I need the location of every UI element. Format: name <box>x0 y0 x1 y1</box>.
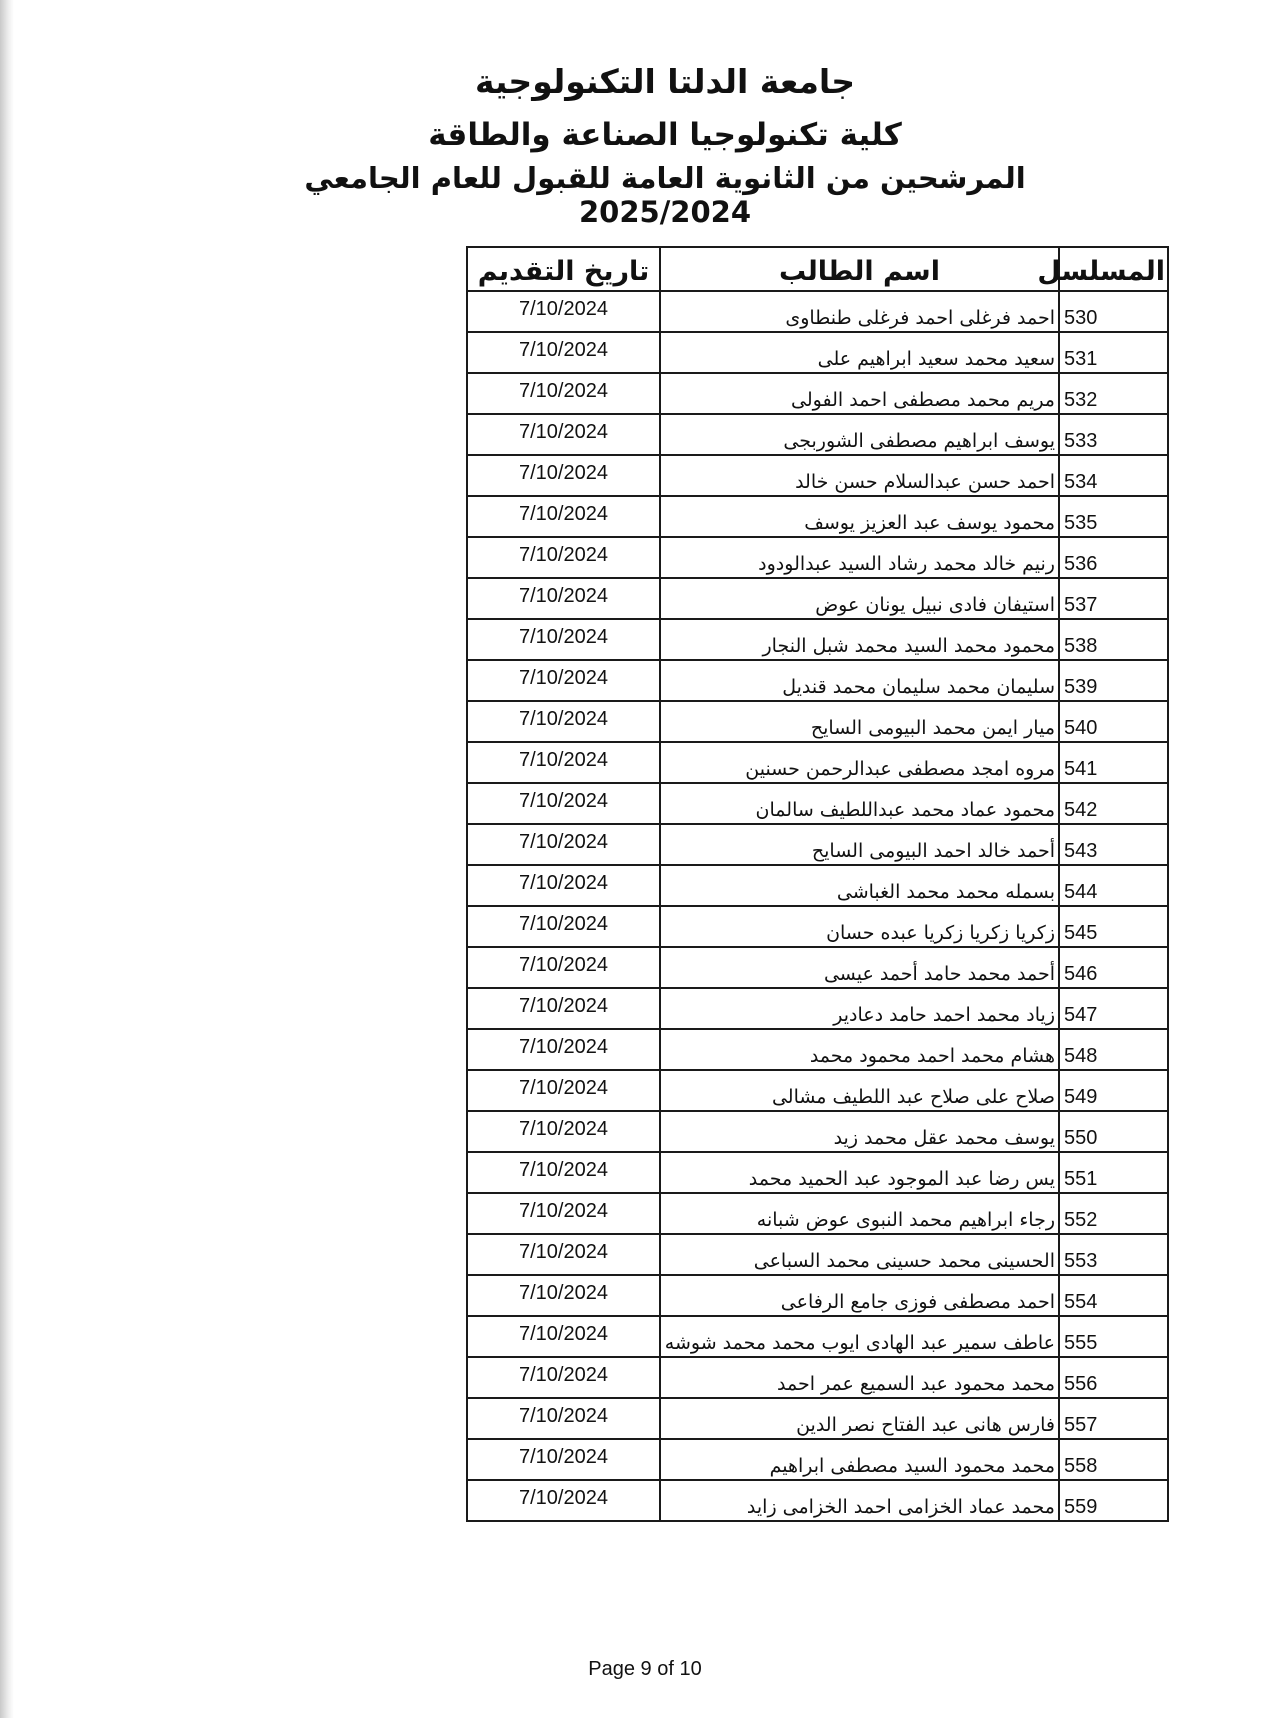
application-date-cell: 7/10/2024 <box>467 1316 660 1357</box>
student-name-cell: محمد محمود عبد السميع عمر احمد <box>660 1357 1059 1398</box>
table-row <box>467 455 1168 496</box>
serial-cell: 548 <box>1059 1029 1168 1070</box>
application-date-cell: 7/10/2024 <box>467 865 660 906</box>
student-name-cell: ميار ايمن محمد البيومى السايح <box>660 701 1059 742</box>
student-name-cell: محمد محمود السيد مصطفى ابراهيم <box>660 1439 1059 1480</box>
table-row <box>467 660 1168 701</box>
student-name-cell: صلاح على صلاح عبد اللطيف مشالى <box>660 1070 1059 1111</box>
serial-cell: 542 <box>1059 783 1168 824</box>
serial-cell: 559 <box>1059 1480 1168 1521</box>
column-header-serial: المسلسل <box>1059 247 1168 291</box>
table-row <box>467 373 1168 414</box>
application-date-cell: 7/10/2024 <box>467 291 660 332</box>
application-date-cell: 7/10/2024 <box>467 537 660 578</box>
table-row <box>467 1152 1168 1193</box>
table-row <box>467 1070 1168 1111</box>
table-header-row <box>467 247 1168 291</box>
serial-cell: 532 <box>1059 373 1168 414</box>
table-row <box>467 1480 1168 1521</box>
table-row <box>467 947 1168 988</box>
application-date-cell: 7/10/2024 <box>467 455 660 496</box>
application-date-cell: 7/10/2024 <box>467 1193 660 1234</box>
table-row <box>467 742 1168 783</box>
application-date-cell: 7/10/2024 <box>467 619 660 660</box>
application-date-cell: 7/10/2024 <box>467 332 660 373</box>
serial-cell: 553 <box>1059 1234 1168 1275</box>
serial-cell: 551 <box>1059 1152 1168 1193</box>
table-row <box>467 906 1168 947</box>
table-row <box>467 824 1168 865</box>
serial-cell: 555 <box>1059 1316 1168 1357</box>
page-number: Page 9 of 10 <box>588 1658 702 1680</box>
serial-cell: 541 <box>1059 742 1168 783</box>
application-date-cell: 7/10/2024 <box>467 373 660 414</box>
serial-cell: 545 <box>1059 906 1168 947</box>
student-name-cell: سليمان محمد سليمان محمد قنديل <box>660 660 1059 701</box>
serial-cell: 557 <box>1059 1398 1168 1439</box>
student-name-cell: محمد عماد الخزامى احمد الخزامى زايد <box>660 1480 1059 1521</box>
table-row <box>467 578 1168 619</box>
application-date-cell: 7/10/2024 <box>467 1480 660 1521</box>
table-row <box>467 988 1168 1029</box>
table-row <box>467 865 1168 906</box>
faculty-title: كلية تكنولوجيا الصناعة والطاقة <box>428 117 902 153</box>
application-date-cell: 7/10/2024 <box>467 414 660 455</box>
application-date-cell: 7/10/2024 <box>467 1070 660 1111</box>
student-name-cell: مريم محمد مصطفى احمد الفولى <box>660 373 1059 414</box>
student-name-cell: سعيد محمد سعيد ابراهيم على <box>660 332 1059 373</box>
serial-cell: 554 <box>1059 1275 1168 1316</box>
document-subtitle: المرشحين من الثانوية العامة للقبول للعام الجامعي 2025/2024 <box>304 161 1026 229</box>
serial-cell: 550 <box>1059 1111 1168 1152</box>
column-header-date: تاريخ التقديم <box>467 247 660 291</box>
serial-cell: 543 <box>1059 824 1168 865</box>
candidates-table <box>466 246 1169 1522</box>
table-row <box>467 414 1168 455</box>
application-date-cell: 7/10/2024 <box>467 1152 660 1193</box>
table-row <box>467 1111 1168 1152</box>
university-title: جامعة الدلتا التكنولوجية <box>474 62 856 101</box>
student-name-cell: فارس هانى عبد الفتاح نصر الدين <box>660 1398 1059 1439</box>
application-date-cell: 7/10/2024 <box>467 1234 660 1275</box>
student-name-cell: رجاء ابراهيم محمد النبوى عوض شبانه <box>660 1193 1059 1234</box>
table-row <box>467 291 1168 332</box>
table-row <box>467 496 1168 537</box>
application-date-cell: 7/10/2024 <box>467 496 660 537</box>
serial-cell: 558 <box>1059 1439 1168 1480</box>
student-name-cell: يس رضا عبد الموجود عبد الحميد محمد <box>660 1152 1059 1193</box>
serial-cell: 536 <box>1059 537 1168 578</box>
student-name-cell: احمد مصطفى فوزى جامع الرفاعى <box>660 1275 1059 1316</box>
table-row <box>467 1193 1168 1234</box>
student-name-cell: يوسف محمد عقل محمد زيد <box>660 1111 1059 1152</box>
table-row <box>467 537 1168 578</box>
table-body <box>467 291 1168 1521</box>
page-edge-shadow <box>0 0 14 1718</box>
student-name-cell: مروه امجد مصطفى عبدالرحمن حسنين <box>660 742 1059 783</box>
table-row <box>467 783 1168 824</box>
serial-cell: 535 <box>1059 496 1168 537</box>
column-header-name: اسم الطالب <box>660 247 1059 291</box>
serial-cell: 556 <box>1059 1357 1168 1398</box>
table-row <box>467 1357 1168 1398</box>
application-date-cell: 7/10/2024 <box>467 578 660 619</box>
table-row <box>467 1439 1168 1480</box>
application-date-cell: 7/10/2024 <box>467 947 660 988</box>
student-name-cell: يوسف ابراهيم مصطفى الشوربجى <box>660 414 1059 455</box>
application-date-cell: 7/10/2024 <box>467 1029 660 1070</box>
student-name-cell: محمود عماد محمد عبداللطيف سالمان <box>660 783 1059 824</box>
table-row <box>467 1029 1168 1070</box>
serial-cell: 534 <box>1059 455 1168 496</box>
application-date-cell: 7/10/2024 <box>467 906 660 947</box>
serial-cell: 531 <box>1059 332 1168 373</box>
application-date-cell: 7/10/2024 <box>467 1111 660 1152</box>
table-row <box>467 1316 1168 1357</box>
student-name-cell: أحمد خالد احمد البيومى السايح <box>660 824 1059 865</box>
student-name-cell: زكريا زكريا زكريا عبده حسان <box>660 906 1059 947</box>
table-row <box>467 701 1168 742</box>
table-row <box>467 1398 1168 1439</box>
student-name-cell: احمد حسن عبدالسلام حسن خالد <box>660 455 1059 496</box>
application-date-cell: 7/10/2024 <box>467 742 660 783</box>
application-date-cell: 7/10/2024 <box>467 1357 660 1398</box>
application-date-cell: 7/10/2024 <box>467 1275 660 1316</box>
table-row <box>467 1234 1168 1275</box>
table-row <box>467 332 1168 373</box>
table-row <box>467 619 1168 660</box>
serial-cell: 546 <box>1059 947 1168 988</box>
serial-cell: 552 <box>1059 1193 1168 1234</box>
student-name-cell: استيفان فادى نبيل يونان عوض <box>660 578 1059 619</box>
application-date-cell: 7/10/2024 <box>467 783 660 824</box>
student-name-cell: رنيم خالد محمد رشاد السيد عبدالودود <box>660 537 1059 578</box>
application-date-cell: 7/10/2024 <box>467 701 660 742</box>
student-name-cell: زياد محمد احمد حامد دعادير <box>660 988 1059 1029</box>
student-name-cell: محمود محمد السيد محمد شبل النجار <box>660 619 1059 660</box>
student-name-cell: عاطف سمير عبد الهادى ايوب محمد محمد شوشه <box>660 1316 1059 1357</box>
serial-cell: 540 <box>1059 701 1168 742</box>
application-date-cell: 7/10/2024 <box>467 988 660 1029</box>
application-date-cell: 7/10/2024 <box>467 1398 660 1439</box>
serial-cell: 549 <box>1059 1070 1168 1111</box>
serial-cell: 547 <box>1059 988 1168 1029</box>
serial-cell: 533 <box>1059 414 1168 455</box>
serial-cell: 544 <box>1059 865 1168 906</box>
application-date-cell: 7/10/2024 <box>467 1439 660 1480</box>
application-date-cell: 7/10/2024 <box>467 660 660 701</box>
serial-cell: 530 <box>1059 291 1168 332</box>
student-name-cell: احمد فرغلى احمد فرغلى طنطاوى <box>660 291 1059 332</box>
student-name-cell: أحمد محمد حامد أحمد عيسى <box>660 947 1059 988</box>
serial-cell: 537 <box>1059 578 1168 619</box>
serial-cell: 538 <box>1059 619 1168 660</box>
student-name-cell: بسمله محمد محمد الغباشى <box>660 865 1059 906</box>
application-date-cell: 7/10/2024 <box>467 824 660 865</box>
student-name-cell: محمود يوسف عبد العزيز يوسف <box>660 496 1059 537</box>
serial-cell: 539 <box>1059 660 1168 701</box>
student-name-cell: الحسينى محمد حسينى محمد السباعى <box>660 1234 1059 1275</box>
table-row <box>467 1275 1168 1316</box>
student-name-cell: هشام محمد احمد محمود محمد <box>660 1029 1059 1070</box>
